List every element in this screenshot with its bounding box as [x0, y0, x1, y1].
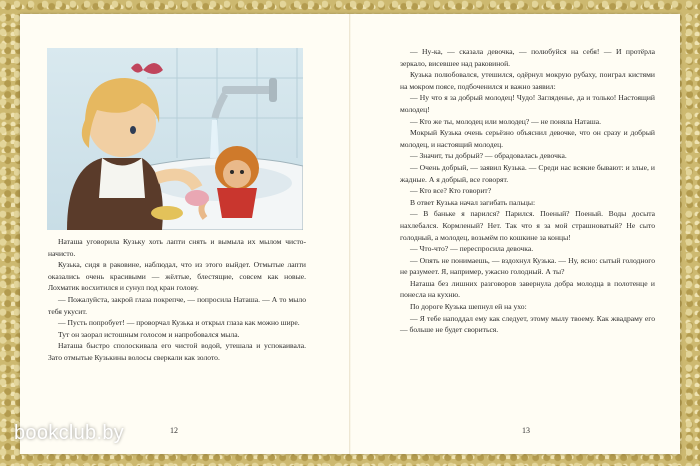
paragraph: — Я тебе наподдал ему как следует, этому мылу твоему. Как жвадраму его — больше не будет свориться. [400, 313, 655, 335]
paragraph: — Опять не понимаешь, — вздохнул Кузька. — Ну, ясно: сытый голодного не разумеет. Я, например, ужасно голодный. А ты? [400, 255, 655, 277]
right-page [350, 14, 680, 454]
illustration-girl-washing-kuzka [47, 48, 303, 230]
paragraph: — Ну-ка, — сказала девочка, — полюбуйся на себя! — И протёрла зеркало, висевшее над раковиной. [400, 47, 655, 68]
page-number-right: 13 [522, 426, 530, 435]
illustration-art [47, 48, 303, 230]
paragraph: Мокрый Кузька очень серьёзно объяснил девочке, что он сразу и добрый молодец, и настоящий молодец. [400, 128, 655, 149]
watermark: bookclub.by [14, 422, 125, 444]
paragraph: — Пусть попробует! — проворчал Кузька и открыл глаза как можно шире. [58, 318, 300, 328]
paragraph: По дороге Кузька шепнул ей на ухо: [410, 302, 527, 312]
paragraph: Кузька полюбовался, утешился, одёрнул мокрую рубаху, поиграл кистями на мокром поясе, подбоченился и важно заявил: [400, 70, 655, 91]
paragraph: Наташа без лишних разговоров завернула добра молодца в полотенце и понесла на кухню. [400, 278, 655, 300]
paragraph: Наташа уговорила Кузьку хоть лапти снять и вымыла их мылом чисто-начисто. [48, 237, 306, 258]
left-page [20, 14, 350, 454]
paragraph: — Ну что я за добрый молодец! Чудо! Загляденье, да и только! Настоящий молодец! [400, 93, 655, 114]
paragraph: — Пожалуйста, закрой глаза покрепче, — попросила Наташа. — А то мыло тебя укусит. [48, 294, 306, 316]
paragraph: — Кто же ты, молодец или молодец? — не поняла Наташа. [410, 116, 601, 126]
paragraph: — Кто все? Кто говорит? [410, 186, 492, 196]
paragraph: В ответ Кузька начал загибать пальцы: [410, 197, 536, 207]
paragraph: — В баньке я парился? Парился. Поеный? Поеный. Воды досыта нахлебался. Кормленый? Нет. Так что я за мой страшноватый? Не сыто голодный, а молодец, возьмём по кошкине за концы! [400, 209, 655, 242]
paragraph: — Что-что? — переспросила девочка. [410, 244, 534, 254]
paragraph: — Очень добрый, — заявил Кузька. — Среди нас всякие бывают: и злые, и жадные. А я добрый, все говорят. [400, 162, 655, 184]
paragraph: Кузька, сидя в раковине, наблюдал, что из этого выйдет. Отмытые лапти оказались очень красивыми — жёлтые, блестящие, совсем как новые. Лохматик восхитился и сунул под кран голову. [48, 260, 306, 293]
right-page-text [400, 46, 655, 336]
paragraph: Наташа быстро сполоскивала его чистой водой, утешала и успокаивала. Зато отмытые Кузькины волосы сверкали как золото. [48, 341, 306, 362]
paragraph: — Значит, ты добрый? — обрадовалась девочка. [410, 151, 567, 161]
left-page-text [48, 236, 306, 364]
book-spread [20, 14, 680, 454]
page-number-left: 12 [170, 426, 178, 435]
paragraph: Тут он заорал истошным голосом и напробовался мыла. [58, 329, 240, 339]
